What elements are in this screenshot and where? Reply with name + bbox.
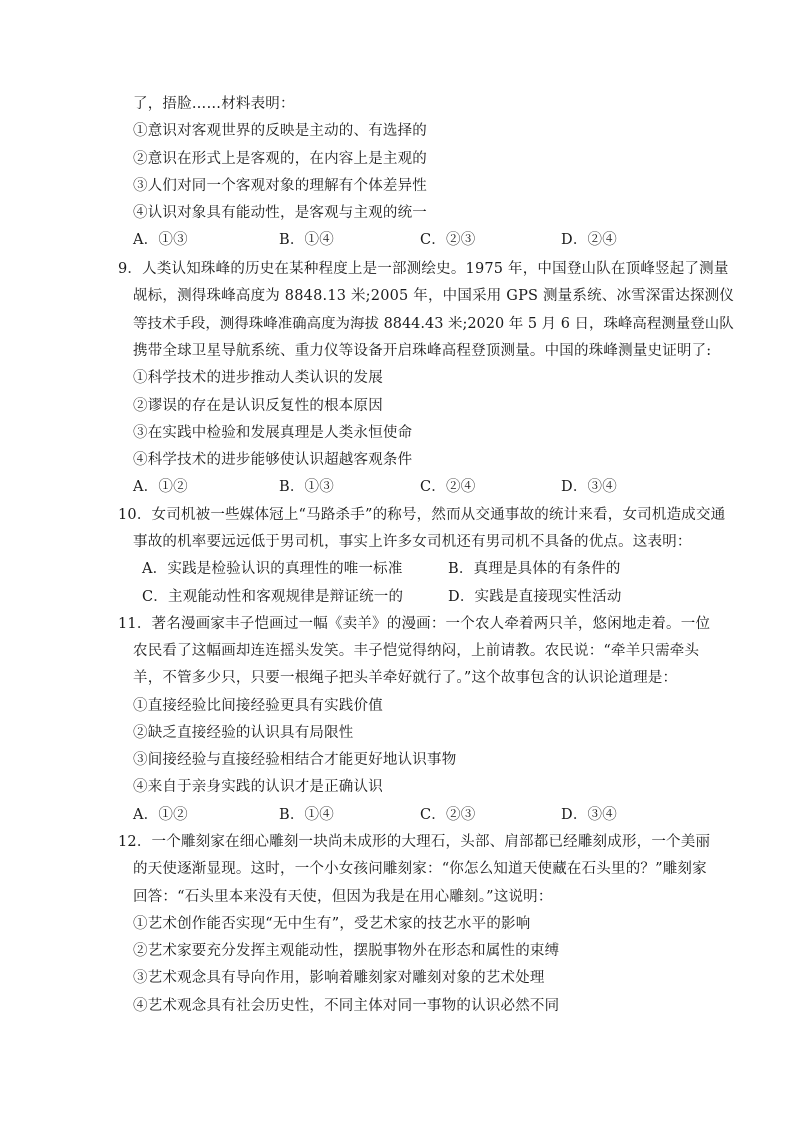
question-11-item-4: ④来自于亲身实践的认识才是正确认识: [133, 779, 383, 795]
option-d: D．③④: [561, 479, 617, 495]
question-9-stem-line-3: 等技术手段，测得珠峰准确高度为海拔 8844.43 米;2020 年 5 月 6 日，珠峰高程测量登山队: [133, 316, 734, 332]
question-10-stem-line-1: 10．女司机被一些媒体冠上“马路杀手”的称号，然而从交通事故的统计来看，女司机造成交通: [118, 507, 726, 523]
question-8-options: [0, 230, 794, 250]
option-a: A．实践是检验认识的真理性的唯一标准: [142, 561, 403, 577]
question-9-item-2: ②谬误的存在是认识反复性的根本原因: [133, 398, 383, 414]
question-9-item-1: ①科学技术的进步推动人类认识的发展: [133, 370, 383, 386]
option-d: D．③④: [561, 807, 617, 823]
option-c: C．②③: [420, 232, 476, 248]
question-12-item-4: ④艺术观念具有社会历史性，不同主体对同一事物的认识必然不同: [133, 998, 560, 1014]
question-9-options: [0, 477, 794, 497]
question-10-stem-line-2: 事故的机率要远远低于男司机，事实上许多女司机还有男司机不具备的优点。这表明：: [133, 534, 692, 550]
question-12-item-2: ②艺术家要充分发挥主观能动性，摆脱事物外在形态和属性的束缚: [133, 943, 560, 959]
question-11-item-3: ③间接经验与直接经验相结合才能更好地认识事物: [133, 752, 457, 768]
option-b: B．①③: [279, 479, 334, 495]
option-b: B．①④: [279, 232, 334, 248]
question-9-stem-line-1: 9．人类认知珠峰的历史在某种程度上是一部测绘史。1975 年，中国登山队在顶峰竖起了测量: [118, 261, 729, 277]
option-c: C．②③: [420, 807, 476, 823]
option-d: D．实践是直接现实性活动: [448, 589, 622, 605]
option-b: B．真理是具体的有条件的: [448, 561, 621, 577]
question-12-stem-line-3: 回答：“石头里本来没有天使，但因为我是在用心雕刻。”这说明：: [133, 889, 553, 905]
question-8-continuation: 了，捂脸……材料表明：: [133, 96, 295, 112]
option-a: A．①②: [133, 807, 188, 823]
question-9-item-3: ③在实践中检验和发展真理是人类永恒使命: [133, 425, 413, 441]
question-10-options-row-2: [0, 587, 794, 607]
question-11-item-1: ①直接经验比间接经验更具有实践价值: [133, 698, 383, 714]
question-11-stem-line-1: 11．著名漫画家丰子恺画过一幅《卖羊》的漫画：一个农人牵着两只羊，悠闲地走着。一位: [118, 616, 711, 632]
question-12-item-3: ③艺术观念具有导向作用，影响着雕刻家对雕刻对象的艺术处理: [133, 970, 545, 986]
question-11-item-2: ②缺乏直接经验的认识具有局限性: [133, 725, 354, 741]
option-b: B．①④: [279, 807, 334, 823]
question-12-item-1: ①艺术创作能否实现“无中生有”，受艺术家的技艺水平的影响: [133, 916, 531, 932]
question-11-stem-line-3: 羊，不管多少只，只要一根绳子把头羊牵好就行了。”这个故事包含的认识论道理是：: [133, 670, 678, 686]
question-8-item-4: ④认识对象具有能动性，是客观与主观的统一: [133, 205, 427, 221]
option-c: C．②④: [420, 479, 476, 495]
question-12-stem-line-1: 12．一个雕刻家在细心雕刻一块尚未成形的大理石，头部、肩部都已经雕刻成形，一个美丽: [118, 834, 711, 850]
question-8-item-1: ①意识对客观世界的反映是主动的、有选择的: [133, 123, 427, 139]
option-a: A．①②: [133, 479, 188, 495]
option-c: C．主观能动性和客观规律是辩证统一的: [142, 589, 404, 605]
question-12-stem-line-2: 的天使逐渐显现。这时，一个小女孩问雕刻家：“你怎么知道天使藏在石头里的？”雕刻家: [133, 861, 707, 877]
option-a: A．①③: [133, 232, 188, 248]
question-11-options: [0, 805, 794, 825]
question-9-item-4: ④科学技术的进步能够使认识超越客观条件: [133, 452, 413, 468]
question-11-stem-line-2: 农民看了这幅画却连连摇头发笑。丰子恺觉得纳闷，上前请教。农民说：“牵羊只需牵头: [133, 643, 700, 659]
question-8-item-2: ②意识在形式上是客观的，在内容上是主观的: [133, 151, 427, 167]
question-9-stem-line-2: 觇标，测得珠峰高度为 8848.13 米;2005 年，中国采用 GPS 测量系统、冰雪深雷达探测仪: [133, 288, 735, 304]
question-8-item-3: ③人们对同一个客观对象的理解有个体差异性: [133, 178, 427, 194]
option-d: D．②④: [561, 232, 617, 248]
question-9-stem-line-4: 携带全球卫星导航系统、重力仪等设备开启珠峰高程登顶测量。中国的珠峰测量史证明了:: [133, 343, 712, 359]
question-10-options-row-1: [0, 559, 794, 579]
